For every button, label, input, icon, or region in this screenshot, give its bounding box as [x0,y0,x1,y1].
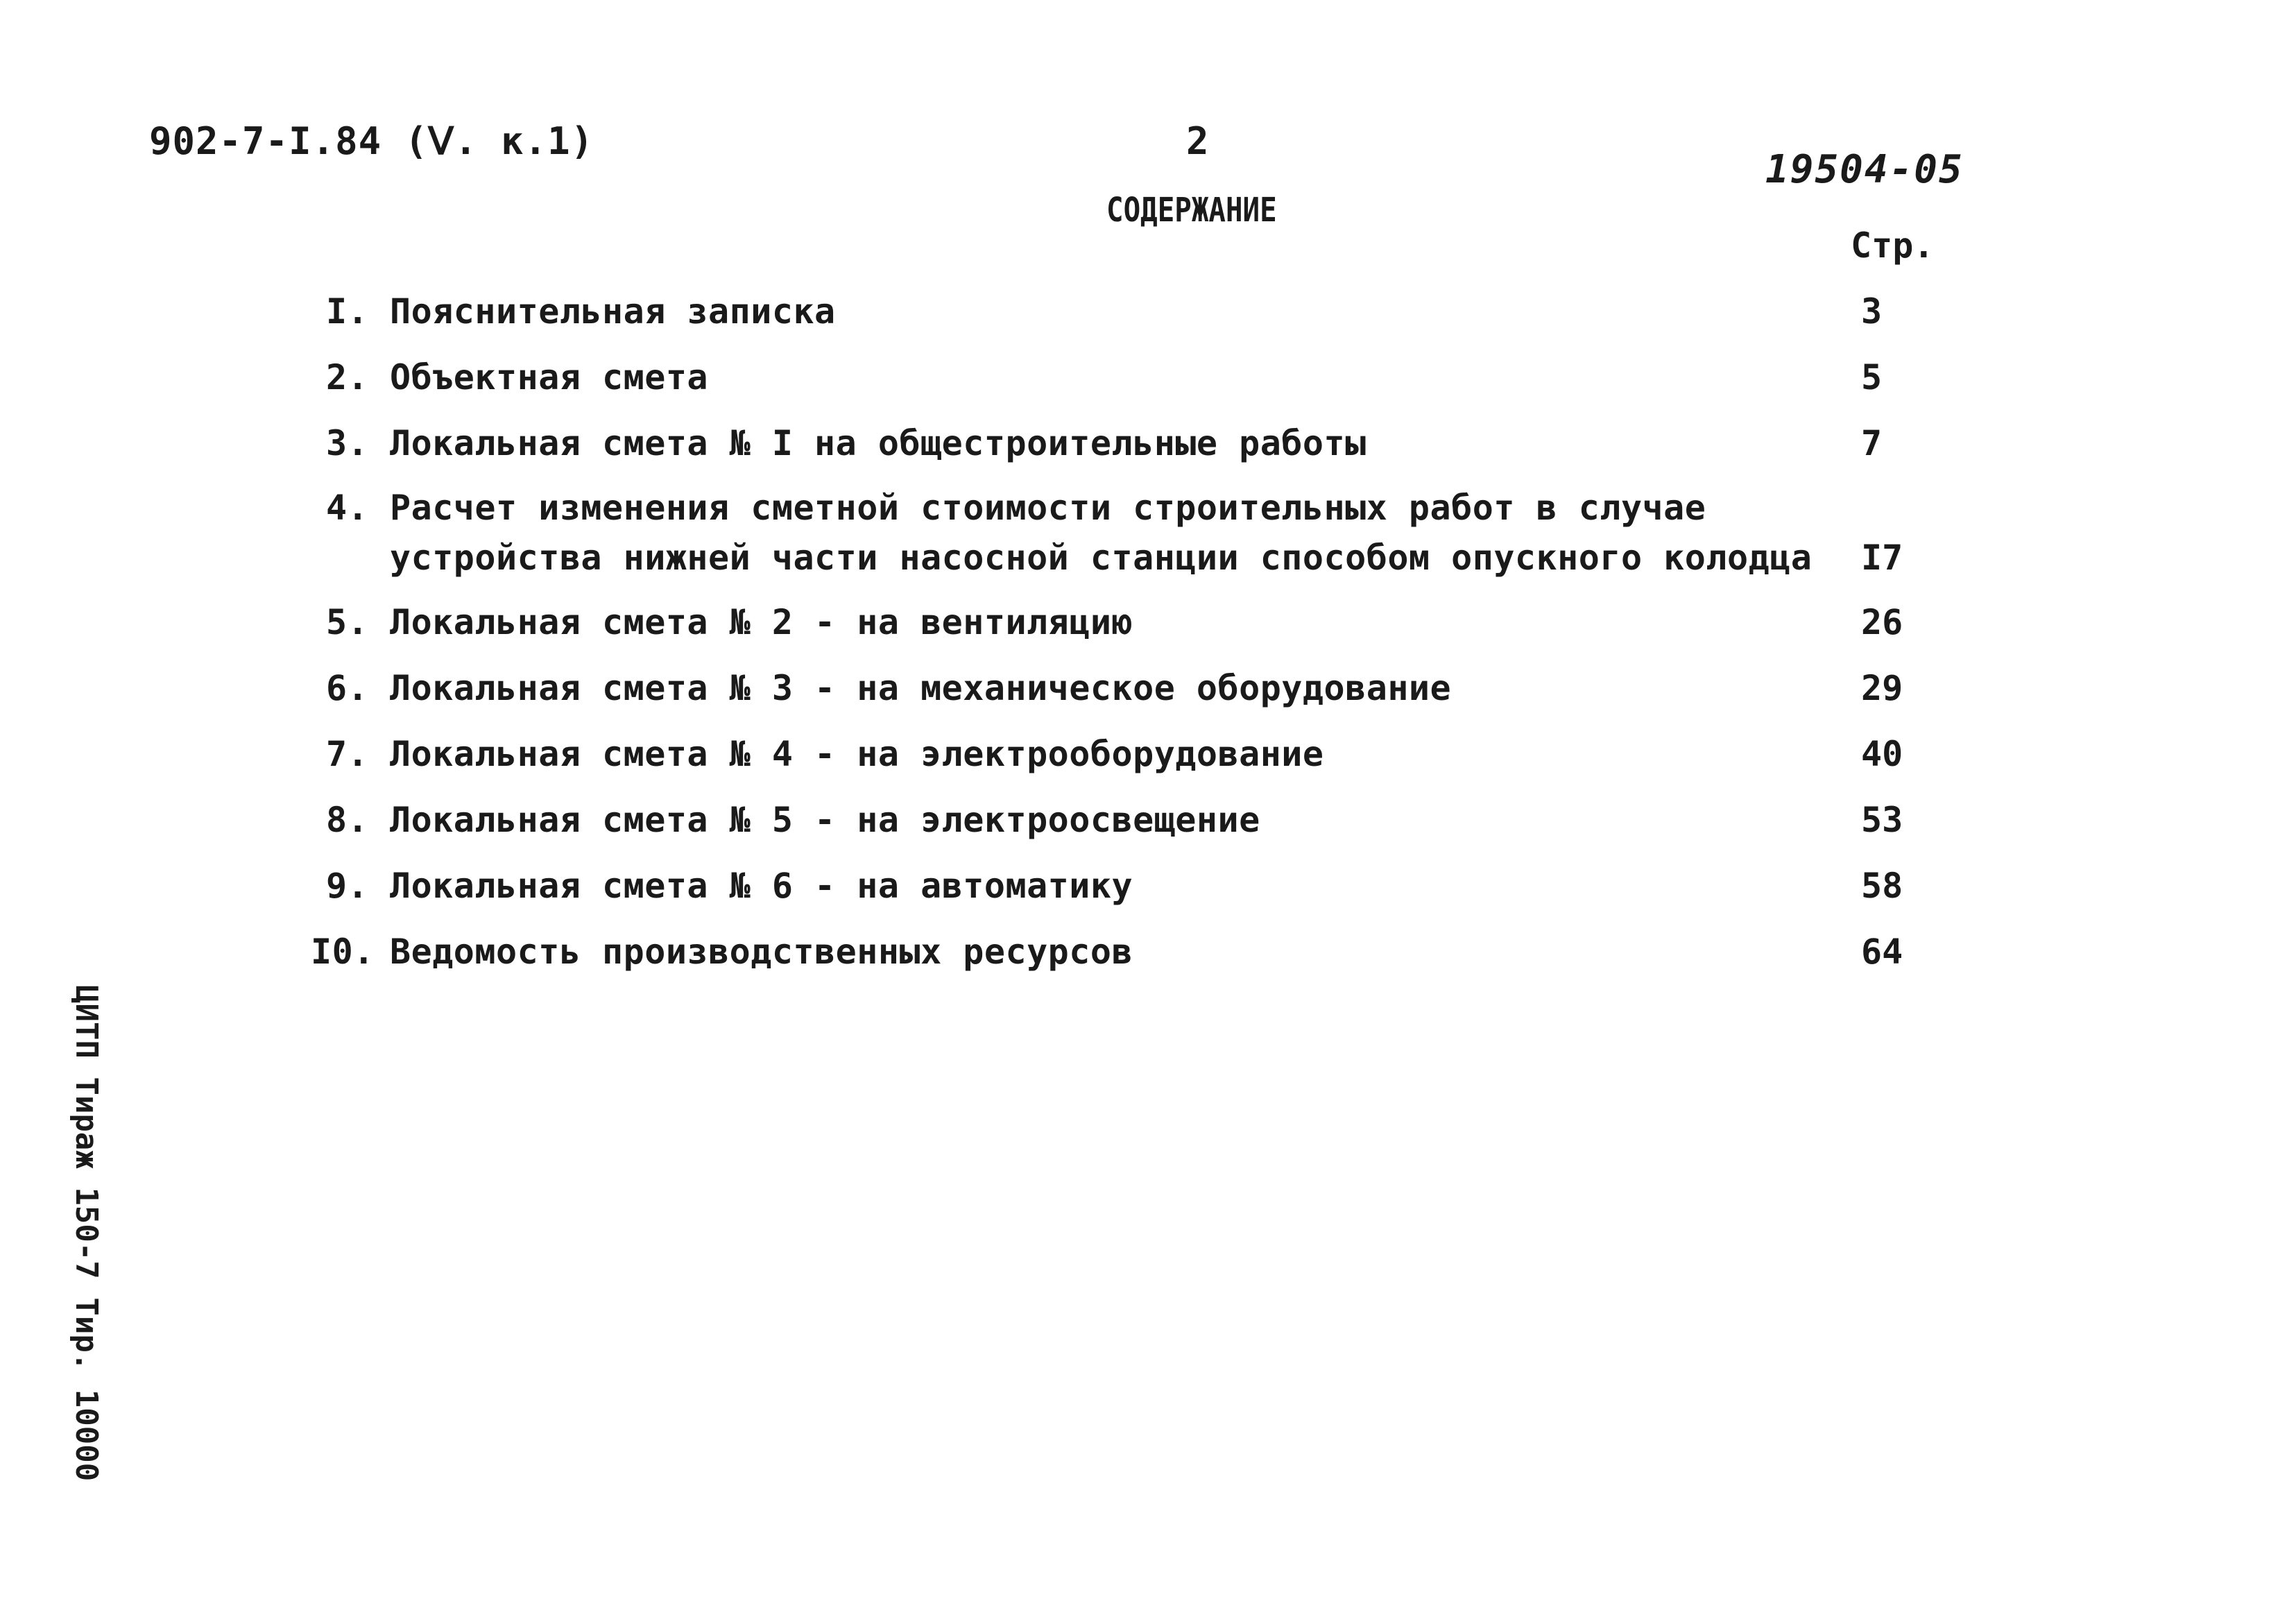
toc-item-page: 40 [1861,734,1903,774]
toc-item-page: 7 [1861,423,1883,463]
toc-item-page: 64 [1861,932,1903,972]
toc-item-page: I7 [1861,538,1903,578]
toc-item-title: Объектная смета [390,357,709,397]
toc-item-title: Локальная смета № I на общестроительные работы [390,423,1367,463]
toc-item-title: Локальная смета № 2 - на вентиляцию [390,602,1133,642]
toc-item-number: 6. [326,668,369,708]
toc-item-page: 58 [1861,866,1903,906]
toc-item-title-line-2: устройства нижней части насосной станции способом опускного колодца [390,538,1813,578]
toc-item-title: Пояснительная записка [390,291,836,332]
toc-item-page: 5 [1861,357,1883,397]
toc-item-title-line-1: Расчет изменения сметной стоимости строительных работ в случае [390,488,1706,528]
toc-item-page: 3 [1861,291,1883,332]
toc-item-title: Локальная смета № 5 - на электроосвещение [390,800,1260,840]
toc-item-number: I0. [311,932,375,972]
inventory-number: 19504-05 [1765,147,1964,192]
toc-item-page: 53 [1861,800,1903,840]
page-column-header: Стр. [1851,225,1935,266]
toc-item-page: 29 [1861,668,1903,708]
page-number: 2 [1186,119,1209,163]
toc-item-number: 2. [326,357,369,397]
toc-item-number: 4. [326,488,369,528]
toc-item-number: 8. [326,800,369,840]
toc-item-title: Локальная смета № 6 - на автоматику [390,866,1133,906]
toc-item-title: Локальная смета № 4 - на электрооборудование [390,734,1324,774]
toc-item-number: I. [326,291,369,332]
toc-item-number: 7. [326,734,369,774]
publisher-stamp: ЦИТП Тираж 150-7 Тир. 10000 [69,985,104,1482]
document-code: 902-7-I.84 (Ⅴ. к.1) [149,119,594,163]
toc-item-number: 3. [326,423,369,463]
toc-item-number: 5. [326,602,369,642]
toc-item-page: 26 [1861,602,1903,642]
toc-item-number: 9. [326,866,369,906]
toc-title: СОДЕРЖАНИЕ [1106,191,1277,230]
toc-item-title: Локальная смета № 3 - на механическое оборудование [390,668,1452,708]
toc-item-title: Ведомость производственных ресурсов [390,932,1133,972]
